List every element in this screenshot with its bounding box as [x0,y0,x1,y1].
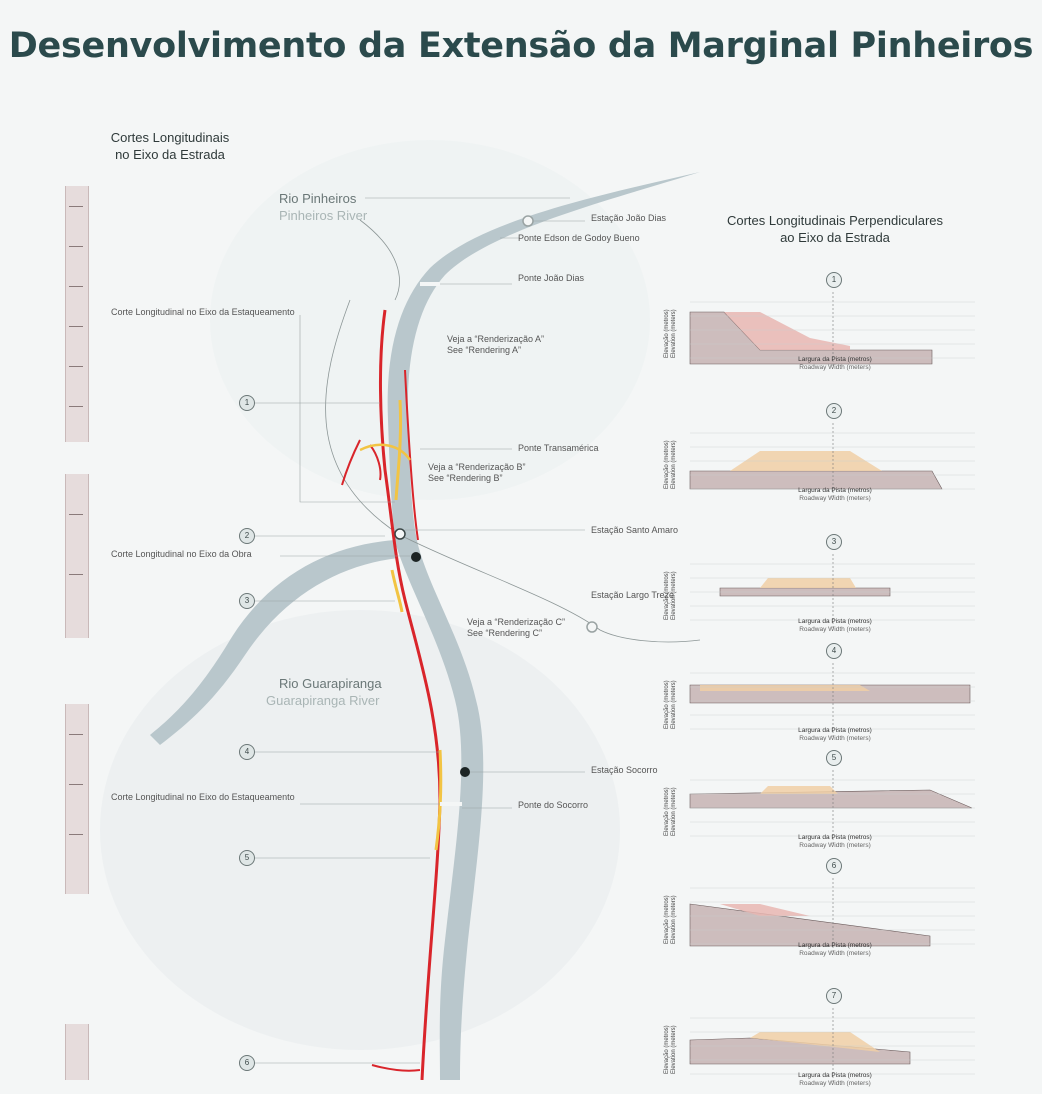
pinheiros-river-label-pt: Rio Pinheiros [279,191,357,206]
ylabel-pt: Elevação (metros) [664,787,670,836]
cross-section-2 [660,403,990,503]
xlabel-pt: Largura da Pista (metros) [798,356,872,363]
label-render-a-pt: Veja a “Renderização A” [447,334,545,344]
ylabel-en: Elevation (meters) [671,571,677,620]
xlabel-pt: Largura da Pista (metros) [798,727,872,734]
pinheiros-river-label-en: Pinheiros River [279,208,368,223]
label-ponte-edson: Ponte Edson de Godoy Bueno [518,233,640,243]
xlabel-en: Roadway Width (meters) [799,842,871,849]
embankment-profile [700,685,870,691]
cross-section-6 [660,858,990,958]
ylabel-pt: Elevação (metros) [664,571,670,620]
embankment-profile [760,786,838,794]
ylabel-pt: Elevação (metros) [664,309,670,358]
cross-section-7 [660,988,990,1088]
ylabel-pt: Elevação (metros) [664,680,670,729]
ground-profile [690,904,930,946]
cross-section-number: 7 [826,988,842,1004]
left-header-line-1: Cortes Longitudinais [110,130,230,145]
cross-section-xlabel [770,942,900,958]
label-ponte-transamerica: Ponte Transamérica [518,443,599,453]
cross-section-xlabel [770,487,900,503]
label-render-c-pt: Veja a “Renderização C” [467,617,566,627]
ylabel-en: Elevation (meters) [671,440,677,489]
xlabel-en: Roadway Width (meters) [799,495,871,502]
xlabel-pt: Largura da Pista (metros) [798,834,872,841]
cross-section-xlabel [770,618,900,634]
map-marker-6: 6 [239,1055,255,1071]
cross-section-xlabel [770,834,900,850]
cross-section-xlabel [770,356,900,372]
label-render-c-en: See “Rendering C” [467,628,543,638]
ylabel-pt: Elevação (metros) [664,1025,670,1074]
map-marker-1: 1 [239,395,255,411]
label-estacao-socorro: Estação Socorro [591,765,658,775]
xlabel-pt: Largura da Pista (metros) [798,942,872,949]
xlabel-pt: Largura da Pista (metros) [798,618,872,625]
xlabel-en: Roadway Width (meters) [799,626,871,633]
cross-section-number: 5 [826,750,842,766]
ylabel-en: Elevation (meters) [671,787,677,836]
embankment-profile [760,578,856,588]
map-marker-4: 4 [239,744,255,760]
cross-section-number: 1 [826,272,842,288]
ylabel-pt: Elevação (metros) [664,895,670,944]
cross-section-ylabel [664,680,678,729]
cross-section-xlabel [770,727,900,743]
label-ponte-joao-dias: Ponte João Dias [518,273,585,283]
label-estacao-joao-dias: Estação João Dias [591,213,667,223]
cross-section-ylabel [664,895,678,944]
xlabel-en: Roadway Width (meters) [799,735,871,742]
label-render-b-en: See “Rendering B” [428,473,503,483]
cross-section-number: 6 [826,858,842,874]
label-render-a-en: See “Rendering A” [447,345,522,355]
cross-section-ylabel [664,787,678,836]
cross-section-5 [660,750,990,850]
cross-section-xlabel [770,1072,900,1088]
guarapiranga-river-label-pt: Rio Guarapiranga [279,676,382,691]
xlabel-en: Roadway Width (meters) [799,950,871,957]
cross-section-4 [660,643,990,743]
label-corte-estaqueamento-2: Corte Longitudinal no Eixo do Estaqueamento [111,792,295,802]
ylabel-en: Elevation (meters) [671,309,677,358]
label-estacao-largo-treze: Estação Largo Treze [591,590,675,600]
cross-section-number: 4 [826,643,842,659]
cross-section-3 [660,534,990,634]
guarapiranga-river-label-en: Guarapiranga River [266,693,380,708]
ylabel-en: Elevation (meters) [671,895,677,944]
ylabel-en: Elevation (meters) [671,680,677,729]
cross-section-1 [660,272,990,372]
label-corte-obra: Corte Longitudinal no Eixo da Obra [111,549,252,559]
xlabel-en: Roadway Width (meters) [799,1080,871,1087]
label-ponte-socorro: Ponte do Socorro [518,800,589,810]
label-corte-estaqueamento-1: Corte Longitudinal no Eixo da Estaqueamento [111,307,295,317]
ylabel-en: Elevation (meters) [671,1025,677,1074]
xlabel-en: Roadway Width (meters) [799,364,871,371]
cross-section-number: 2 [826,403,842,419]
cross-section-ylabel [664,309,678,358]
left-header-line-2: no Eixo da Estrada [115,147,225,162]
page-title: Desenvolvimento da Extensão da Marginal Pinheiros [8,26,1034,66]
map-marker-2: 2 [239,528,255,544]
xlabel-pt: Largura da Pista (metros) [798,1072,872,1079]
map-marker-3: 3 [239,593,255,609]
ylabel-pt: Elevação (metros) [664,440,670,489]
cross-section-ylabel [664,440,678,489]
label-estacao-santo-amaro: Estação Santo Amaro [591,525,679,535]
cross-section-ylabel [664,571,678,620]
label-render-b-pt: Veja a “Renderização B” [428,462,526,472]
right-header-line-2: ao Eixo da Estrada [780,230,890,245]
cross-section-number: 3 [826,534,842,550]
right-header-line-1: Cortes Longitudinais Perpendiculares [726,213,944,228]
cross-section-ylabel [664,1025,678,1074]
map-marker-5: 5 [239,850,255,866]
xlabel-pt: Largura da Pista (metros) [798,487,872,494]
